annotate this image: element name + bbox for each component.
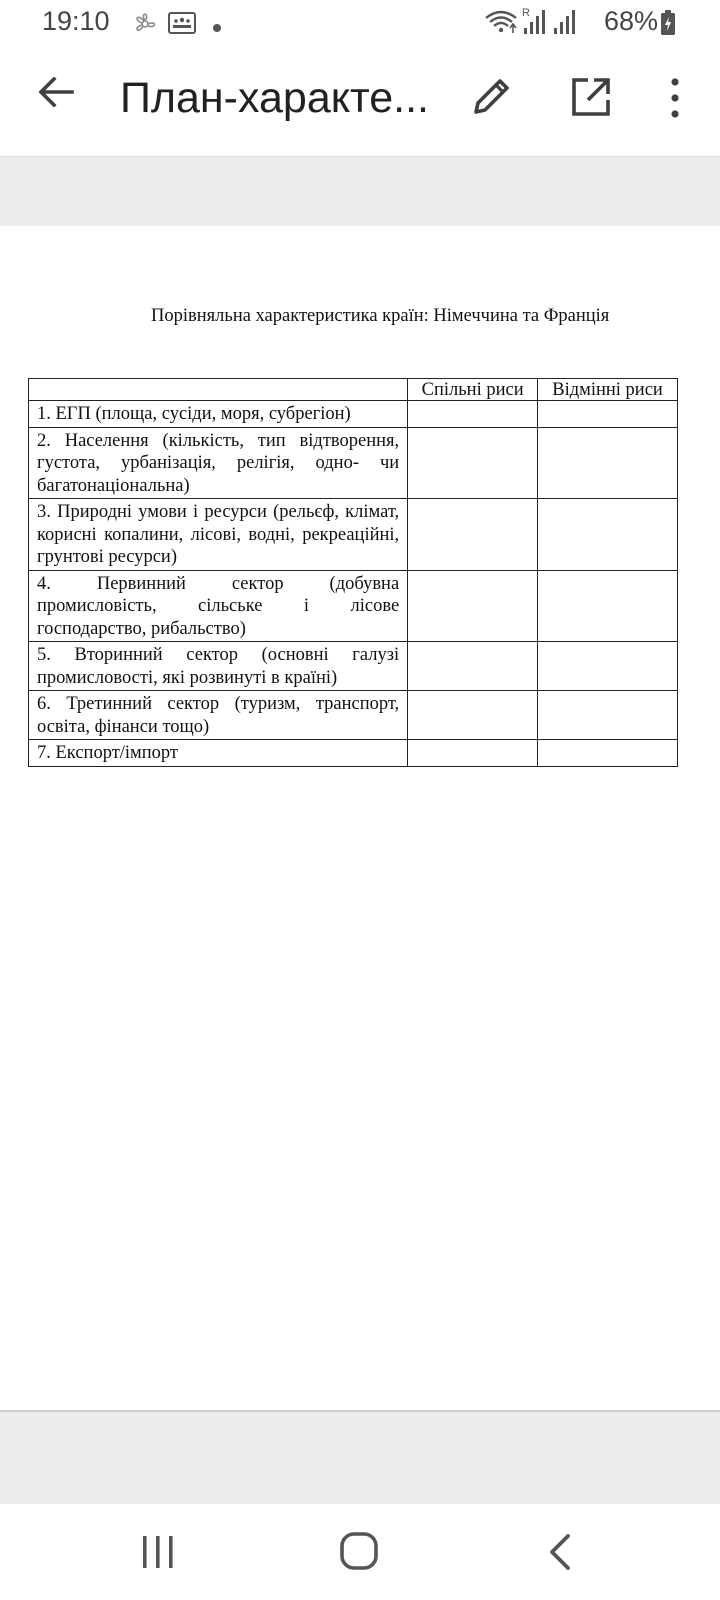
row-different-cell [538, 401, 678, 428]
row-criterion: 2. Населення (кількість, тип відтворення, густота, урбанізація, релігія, одно- чи багатонаціональна) [29, 427, 408, 499]
navigation-bar [0, 1504, 720, 1600]
row-common-cell [408, 499, 538, 571]
signal-icon [552, 6, 578, 43]
row-criterion: 1. ЕГП (площа, сусіди, моря, субрегіон) [29, 401, 408, 428]
open-in-app-button[interactable] [570, 76, 612, 118]
system-back-button[interactable] [540, 1530, 584, 1574]
page-gutter-bottom [0, 1410, 720, 1504]
battery-percent: 68% [604, 6, 659, 36]
app-bar [0, 48, 720, 156]
back-arrow-icon [38, 76, 74, 113]
document-title: План-характе... [120, 74, 429, 122]
table-row [29, 499, 678, 571]
table-header-row [29, 379, 678, 401]
row-different-cell [538, 427, 678, 499]
page-gutter-top [0, 156, 720, 226]
comparison-table [28, 378, 678, 767]
wifi-icon [484, 8, 518, 43]
row-common-cell [408, 401, 538, 428]
recent-apps-icon [136, 1561, 180, 1578]
pencil-icon [470, 105, 514, 122]
row-criterion: 4. Первинний сектор (добувна промисловість, сільське і лісове господарство, рибальство) [29, 570, 408, 642]
row-criterion: 6. Третинний сектор (туризм, транспорт, освіта, фінанси тощо) [29, 691, 408, 740]
table-row [29, 570, 678, 642]
row-common-cell [408, 691, 538, 740]
table-header-criterion [29, 379, 408, 401]
table-row [29, 691, 678, 740]
row-common-cell [408, 570, 538, 642]
row-criterion: 5. Вторинний сектор (основні галузі промисловості, які розвинуті в країні) [29, 642, 408, 691]
row-common-cell [408, 427, 538, 499]
notification-dot-icon [212, 20, 222, 38]
more-options-button[interactable] [662, 74, 688, 122]
status-time: 19:10 [42, 6, 110, 36]
edit-button[interactable] [470, 74, 514, 118]
row-different-cell [538, 691, 678, 740]
open-external-icon [570, 105, 612, 122]
row-different-cell [538, 740, 678, 767]
fan-icon [130, 10, 160, 43]
table-row [29, 427, 678, 499]
row-different-cell [538, 642, 678, 691]
document-page[interactable] [0, 226, 720, 1410]
table-row [29, 740, 678, 767]
row-common-cell [408, 642, 538, 691]
signal-roaming-icon [520, 6, 550, 43]
row-criterion: 3. Природні умови і ресурси (рельєф, клімат, корисні копалини, лісові, водні, рекреаційні, грунтові ресурси) [29, 499, 408, 571]
classroom-icon [168, 10, 196, 41]
document-heading: Порівняльна характеристика країн: Німеччина та Франція [151, 306, 610, 326]
table-row [29, 401, 678, 428]
recent-apps-button[interactable] [136, 1530, 180, 1574]
table-header-different: Відмінні риси [538, 379, 678, 401]
table-header-common: Спільні риси [408, 379, 538, 401]
back-icon [540, 1561, 584, 1578]
table-row [29, 642, 678, 691]
row-different-cell [538, 499, 678, 571]
row-criterion: 7. Експорт/імпорт [29, 740, 408, 767]
row-common-cell [408, 740, 538, 767]
status-bar [0, 0, 720, 48]
home-icon [338, 1561, 382, 1578]
home-button[interactable] [338, 1530, 382, 1574]
row-different-cell [538, 570, 678, 642]
back-button[interactable] [30, 68, 82, 120]
svg-text:R: R [522, 7, 530, 19]
more-vert-icon [662, 109, 688, 126]
battery-charging-icon [660, 10, 676, 41]
